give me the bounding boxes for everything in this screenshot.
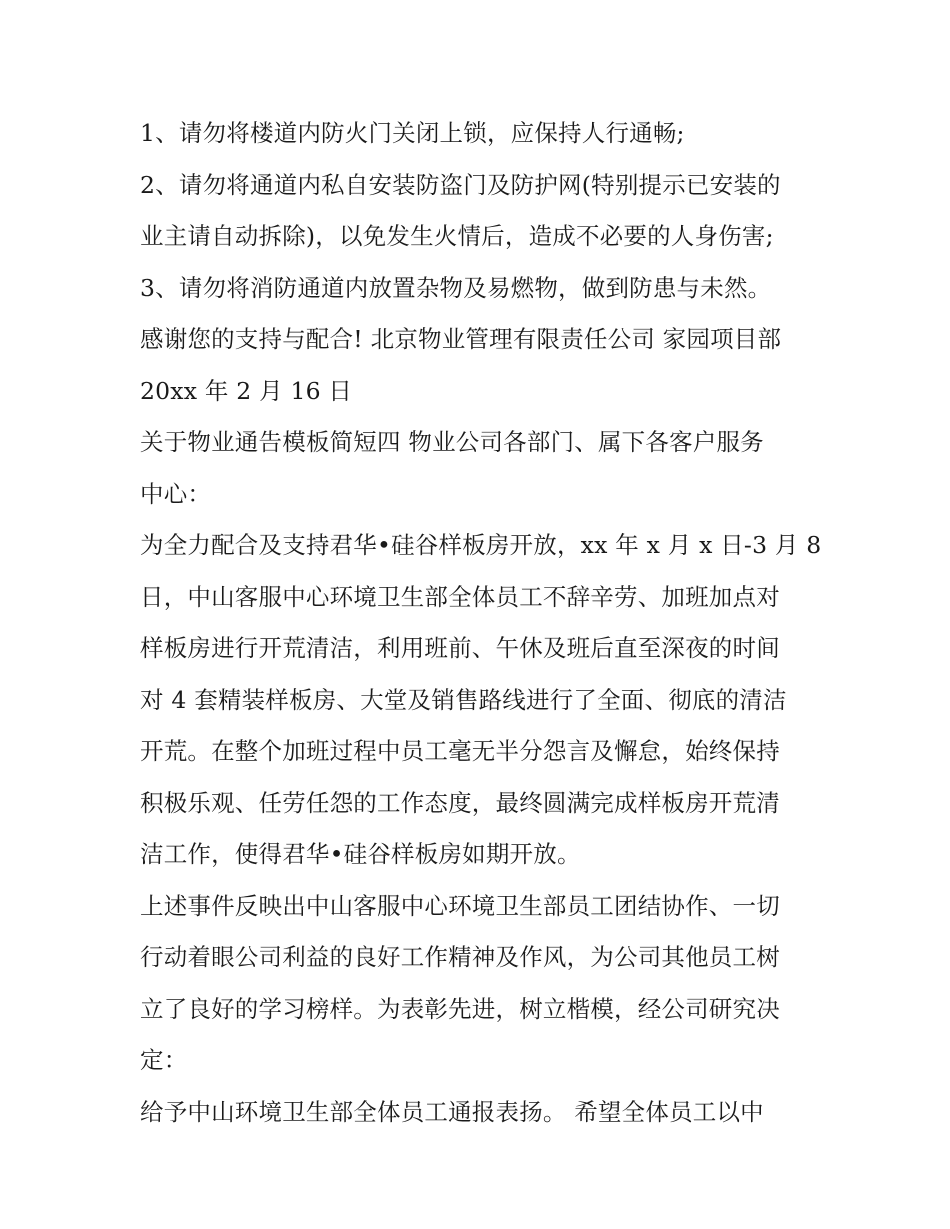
text-line: 业主请自动拆除)，以免发生火情后，造成不必要的人身伤害;	[140, 222, 774, 250]
document-body	[140, 108, 820, 1138]
text-line: 给予中山环境卫生部全体员工通报表扬。 希望全体员工以中	[140, 1097, 764, 1126]
text-line: 样板房进行开荒清洁，利用班前、午休及班后直至深夜的时间	[140, 634, 780, 662]
text-line: 立了良好的学习榜样。为表彰先进，树立楷模，经公司研究决	[140, 994, 780, 1023]
text-line: 2、请勿将通道内私自安装防盗门及防护网(特别提示已安装的	[140, 170, 781, 199]
text-line: 行动着眼公司利益的良好工作精神及作风，为公司其他员工树	[140, 943, 780, 971]
text-line: 感谢您的支持与配合! 北京物业管理有限责任公司 家园项目部	[140, 325, 782, 353]
notice-title-line: 关于物业通告模板简短四 物业公司各部门、属下各客户服务	[140, 428, 764, 456]
text-line: 洁工作，使得君华•硅谷样板房如期开放。	[140, 840, 581, 868]
text-line: 为全力配合及支持君华•硅谷样板房开放，xx 年 x 月 x 日-3 月 8	[140, 531, 822, 559]
text-line: 上述事件反映出中山客服中心环境卫生部员工团结协作、一切	[140, 891, 780, 920]
text-line: 积极乐观、任劳任怨的工作态度，最终圆满完成样板房开荒清	[140, 788, 780, 817]
text-line: 定：	[140, 1046, 188, 1074]
date-line: 20xx 年 2 月 16 日	[140, 376, 353, 405]
text-line: 1、请勿将楼道内防火门关闭上锁，应保持人行通畅;	[140, 119, 685, 147]
text-line: 对 4 套精装样板房、大堂及销售路线进行了全面、彻底的清洁	[140, 685, 787, 714]
text-line: 日，中山客服中心环境卫生部全体员工不辞辛劳、加班加点对	[140, 582, 780, 611]
text-line: 3、请勿将消防通道内放置杂物及易燃物，做到防患与未然。	[140, 273, 772, 302]
text-line: 开荒。在整个加班过程中员工毫无半分怨言及懈怠，始终保持	[140, 737, 780, 765]
text-line: 中心：	[140, 479, 212, 508]
